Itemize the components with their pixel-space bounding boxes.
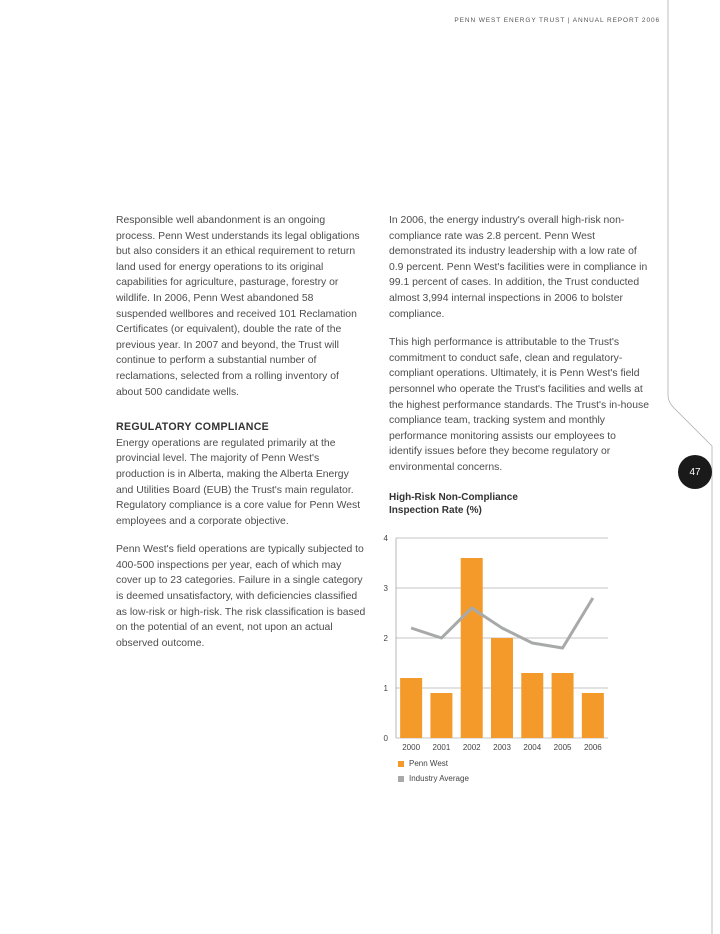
bar-penn-west [461,558,483,738]
inspections-paragraph: Penn West's field operations are typically subjected to 400-500 inspections per year, each of which may cover up to 23 categories. Failure in a single category is deemed unsatisfactory, with deficiencies classified as low-risk or high-risk. The risk classification is based on the potential of an event, not upon an actual observed outcome. [116,544,366,649]
x-tick-label: 2005 [553,743,572,752]
legend-swatch-industry-average [398,776,404,782]
legend-item-industry-average [398,771,469,786]
chart-title [389,492,518,517]
legend-label-industry-average: Industry Average [409,774,469,783]
regulation-paragraph: Energy operations are regulated primarily at the provincial level. The majority of Penn West's production is in Alberta, making the Alberta Energy and Utilities Board (EUB) the Trust's main regulator. Regulatory compliance is a core value for Penn West employees and a corporate objective. [116,437,361,527]
x-tick-label: 2003 [493,743,511,752]
chart-legend [398,756,469,786]
x-tick-label: 2001 [432,743,451,752]
compliance-rate-chart [380,530,620,755]
x-tick-label: 2002 [462,743,481,752]
bar-penn-west [521,673,543,738]
y-tick-label: 1 [383,684,388,693]
regulatory-compliance-heading: REGULATORY COMPLIANCE [116,421,270,434]
chart-title-line-2: Inspection Rate (%) [389,504,482,516]
x-tick-label: 2000 [402,743,421,752]
legend-item-penn-west [398,756,469,771]
page-number-badge: 47 [678,455,712,489]
compliance-rate-paragraph: In 2006, the energy industry's overall high-risk non-compliance rate was 2.8 percent. Penn West demonstrated its industry leadership with a low rate of 0.9 percent. Penn West's facilities were in compliance in 99.1 percent of cases. In addition, the Trust conducted almost 3,994 internal inspections in 2006 to bolster compliance. [389,215,648,320]
right-column [389,213,651,489]
bar-penn-west [430,693,452,738]
chart-title-line-1: High-Risk Non-Compliance [389,492,518,503]
abandonment-paragraph: Responsible well abandonment is an ongoing process. Penn West understands its legal obligations but also considers it an ethical requirement to return land used for energy operations to its original capabilities for agriculture, pasturage, forestry or wildlife. In 2006, Penn West abandoned 58 suspended wellbores and received 101 Reclamation Certificates (or equivalent), double the rate of the previous year. In 2007 and beyond, the Trust will continue to perform a substantial number of reclamations, selected from a rolling inventory of about 500 candidate wells. [116,215,360,398]
y-tick-label: 2 [383,634,388,643]
bar-penn-west [491,638,513,738]
running-header: PENN WEST ENERGY TRUST | ANNUAL REPORT 2006 [454,17,660,24]
x-tick-label: 2004 [523,743,542,752]
bar-penn-west [400,678,422,738]
x-tick-label: 2006 [583,743,602,752]
y-tick-label: 4 [383,534,388,543]
legend-swatch-penn-west [398,761,404,767]
y-tick-label: 0 [383,734,388,743]
legend-label-penn-west: Penn West [409,759,448,768]
y-tick-label: 3 [383,584,388,593]
performance-paragraph: This high performance is attributable to the Trust's commitment to conduct safe, clean and regulatory-compliant operations. Ultimately, it is Penn West's field personnel who operate the Trust's facilities and wells at the highest performance standards. The Trust's in-house compliance team, tracking system and monthly performance monitoring assists our employees to identify issues before they become regulatory or environmental concerns. [389,337,649,473]
bar-penn-west [582,693,604,738]
left-column [116,213,366,664]
bar-penn-west [552,673,574,738]
